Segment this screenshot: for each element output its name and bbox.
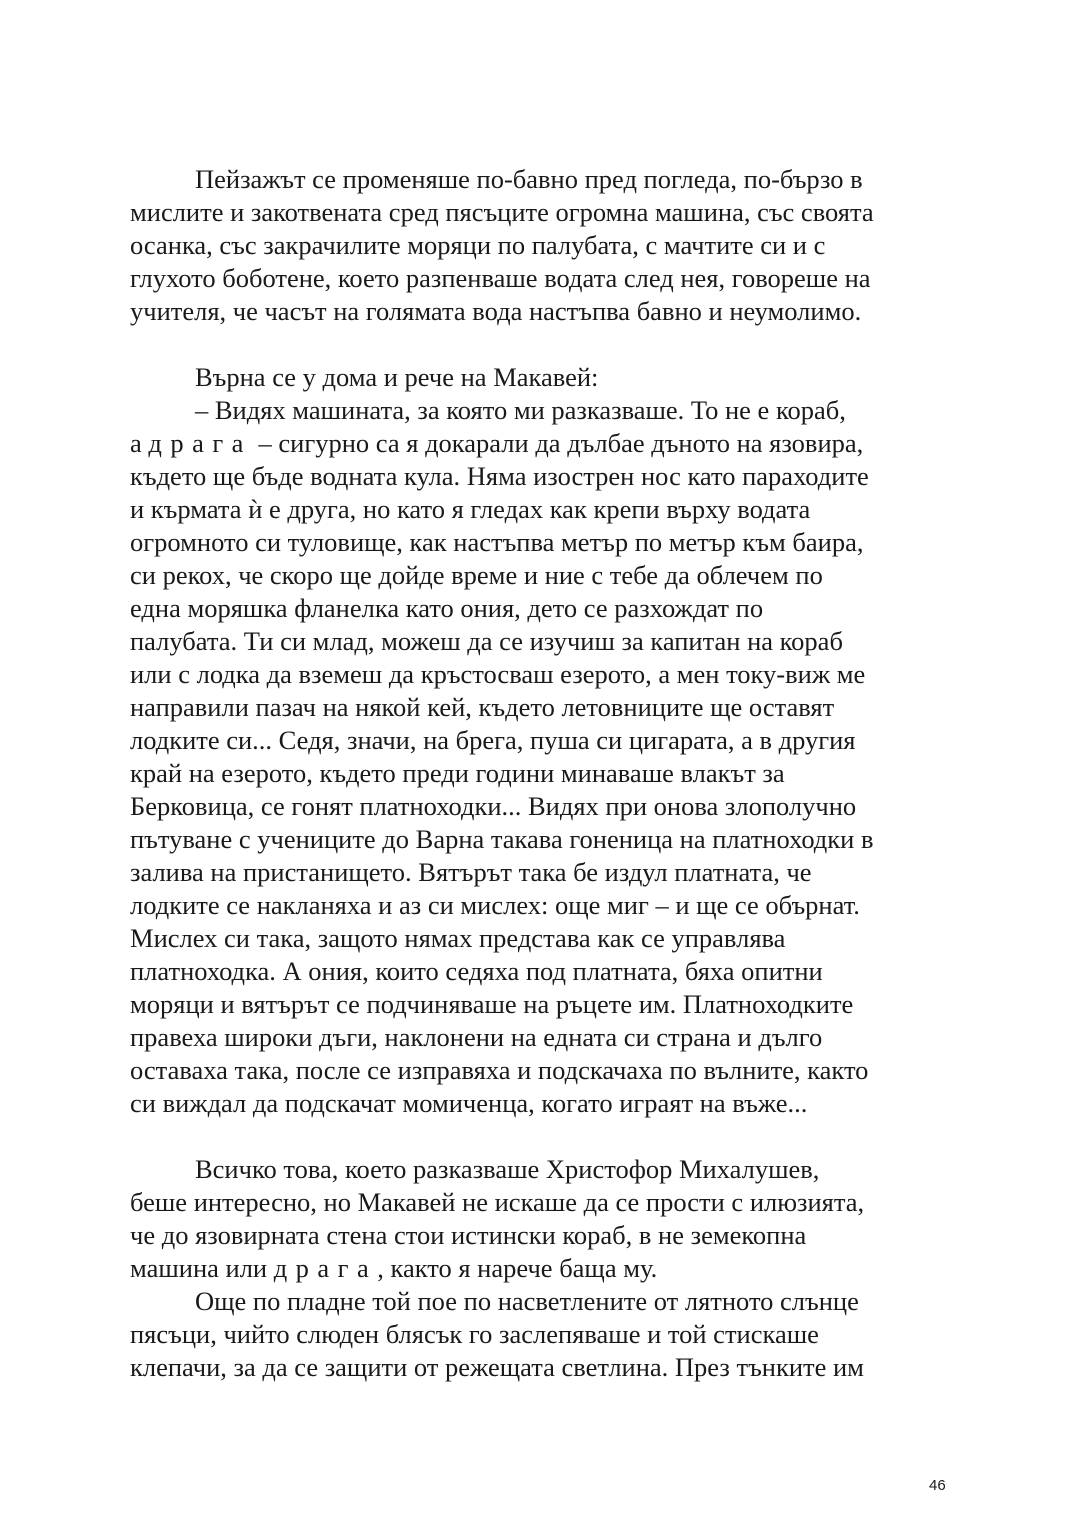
text-line: машина или драга, както я нарече баща му.	[130, 1253, 658, 1283]
text-line: пътуване с учениците до Варна такава гоненица на платноходки в	[130, 824, 874, 854]
text-line: Мислех си така, защото нямах представа как се управлява	[130, 923, 786, 953]
text-line: учителя, че часът на голямата вода настъпва бавно и неумолимо.	[130, 296, 862, 326]
text-line: осанка, със закрачилите моряци по палубата, с мачтите си и с	[130, 230, 826, 260]
page-number: 46	[929, 1477, 946, 1494]
text-line: пясъци, чийто слюден блясък го заслепяваше и той стискаше	[130, 1319, 819, 1349]
text-line: лодките се накланяха и аз си мислех: още миг – и ще се обърнат.	[130, 890, 860, 920]
text-line: оставаха така, после се изправяха и подскачаха по вълните, както	[130, 1055, 869, 1085]
text-line: лодките си... Седя, значи, на брега, пуша си цигарата, а в другия	[130, 725, 856, 755]
emphasized-word: драга	[273, 1253, 378, 1283]
text-line: Пейзажът се променяше по-бавно пред погледа, по-бързо в	[195, 164, 863, 194]
emphasized-word: драга	[148, 428, 252, 458]
body-text	[130, 163, 960, 1384]
text-line: палубата. Ти си млад, можеш да се изучиш за капитан на кораб	[130, 626, 843, 656]
text-line: направили пазач на някой кей, където летовниците ще оставят	[130, 692, 835, 722]
text-line: Берковица, се гонят платноходки... Видях при онова злополучно	[130, 791, 857, 821]
text-line: Всичко това, което разказваше Христофор Михалушев,	[195, 1154, 820, 1184]
text-line: глухото боботене, което разпенваше водата след нея, говореше на	[130, 263, 871, 293]
paragraph-gap	[130, 1120, 960, 1153]
text-line: край на езерото, където преди години минаваше влакът за	[130, 758, 785, 788]
text-line: си рекох, че скоро ще дойде време и ние с тебе да облечем по	[130, 560, 823, 590]
text-line: моряци и вятърът се подчиняваше на ръцете им. Платноходките	[130, 989, 854, 1019]
text-line: или с лодка да вземеш да кръстосваш езерото, а мен току-виж ме	[130, 659, 866, 689]
text-line: си виждал да подскачат момиченца, когато играят на въже...	[130, 1088, 808, 1118]
text-line: огромното си туловище, как настъпва метър по метър към баира,	[130, 527, 864, 557]
text-line: а драга – сигурно са я докарали да дълбае дъното на язовира,	[130, 428, 864, 458]
text-line: правеха широки дъги, наклонени на едната си страна и дълго	[130, 1022, 823, 1052]
text-line: една моряшка фланелка като ония, дето се разхождат по	[130, 593, 764, 623]
text-line: залива на пристанището. Вятърът така бе издул платната, че	[130, 857, 812, 887]
text-line: платноходка. А ония, които седяха под платната, бяха опитни	[130, 956, 823, 986]
text-line: че до язовирната стена стои истински кораб, в не земекопна	[130, 1220, 807, 1250]
paragraph-gap	[130, 328, 960, 361]
text-line: Върна се у дома и рече на Макавей:	[195, 362, 599, 392]
text-line: където ще бъде водната кула. Няма изострен нос като параходите	[130, 461, 869, 491]
text-line: и кърмата ѝ е друга, но като я гледах как крепи върху водата	[130, 494, 811, 524]
text-line: клепачи, за да се защити от режещата светлина. През тънките им	[130, 1352, 864, 1382]
text-line: – Видях машината, за която ми разказваше. То не е кораб,	[195, 395, 846, 425]
text-line: Още по пладне той пое по насветлените от лятното слънце	[195, 1286, 859, 1316]
text-line: мислите и закотвената сред пясъците огромна машина, със своята	[130, 197, 874, 227]
text-line: беше интересно, но Макавей не искаше да се прости с илюзията,	[130, 1187, 865, 1217]
